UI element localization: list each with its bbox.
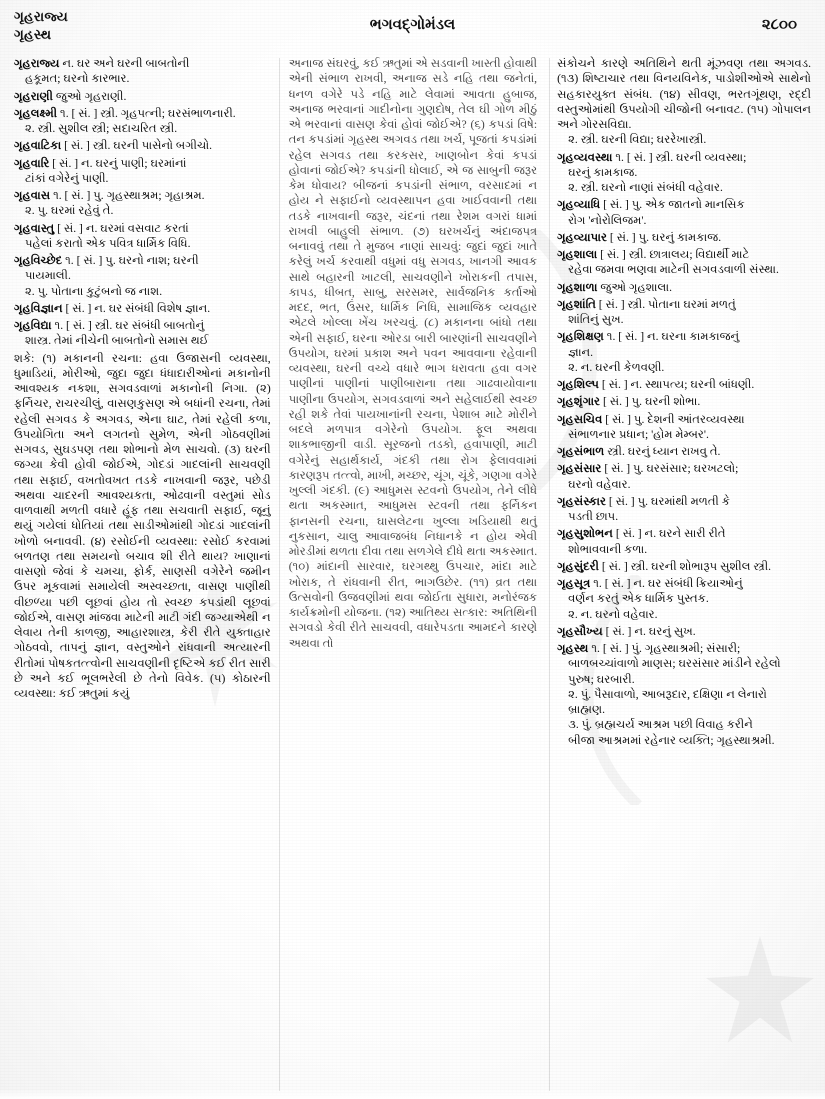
entry-headword: ગૃહસ્થ (557, 642, 592, 655)
entry-definition-text: [ સં. ] પુ. એક જાતનો માનસિક (603, 198, 745, 212)
entry-definition-text: ૧. [ સં. ] ન. ઘર સંબંધી ક્રિયાઓનું (593, 577, 743, 590)
entry-first-line (557, 641, 811, 656)
entry-definition-text: ૧. [ સં. ] પુ. ગૃહસ્થાશ્રમ; ગૃહાશ્રમ. (53, 189, 205, 202)
entry-headword: ગૃહવ્યાપાર (557, 230, 610, 244)
dictionary-entry (14, 106, 271, 137)
dictionary-entry (557, 624, 811, 639)
entry-first-line (557, 329, 811, 344)
dictionary-entry (557, 526, 811, 557)
entry-first-line (14, 253, 271, 268)
entry-definition-text: જુઓ ગૃહરાણી. (55, 89, 127, 103)
entry-headword: ગૃહસંસ્કાર (557, 494, 609, 508)
entry-headword: ગૃહવ્યવસ્થા (557, 150, 616, 164)
entry-definition-text: [ સં. ] સ્ત્રી. ઘરની શોભારૂપ સુશીલ સ્ત્રી. (601, 559, 772, 573)
entry-continuation-line: બ્રાહ્મણ. (568, 703, 606, 716)
entry-definition-text: ૧. [ સં. ] ન. ઘરના કામકાજનું (606, 330, 740, 344)
entry-definition-text: [ સં. ] ન. ઘર સંબંધી વિશેષ જ્ઞાન. (65, 301, 211, 315)
column-container (0, 56, 825, 1093)
entry-definition-text: [ સં. ] સ્ત્રી. છાત્રાલય; વિદ્યાર્થી માટે (600, 248, 750, 261)
dictionary-entry (557, 494, 811, 525)
entry-headword: ગૃહસુશોભન (557, 527, 616, 541)
entry-definition-text: ૧. [ સં. ] પુ. ઘરનો નાશ; ઘરની (65, 254, 199, 267)
dictionary-entry (557, 641, 811, 748)
entry-definition-text: ૧. [ સં. ] પું. ગૃહસ્થાશ્રમી; સંસારી; (591, 642, 741, 655)
entry-headword: ગૃહવિદ્યા (14, 319, 55, 332)
entry-continuation-line: ૨. સ્ત્રી. ઘરની વિદ્યા; ઘરરેખાસ્ત્રી. (568, 133, 707, 147)
dictionary-entry (557, 150, 811, 196)
entry-first-line (557, 377, 811, 392)
entry-definition-text: [ સં. ] ન. સ્થાપત્ય; ઘરની બાંધણી. (601, 378, 755, 391)
dictionary-entry (14, 188, 271, 219)
entry-definition-text: [ સં. ] પુ. ઘરમાંથી મળતી કે (608, 494, 730, 508)
entry-headword: ગૃહશિક્ષણ (557, 330, 607, 344)
dictionary-entry (14, 156, 271, 187)
book-title: ભગવદ્ગોમંડલ (369, 17, 456, 33)
entry-continuation-line: શોભાવવાની કળા. (568, 542, 648, 556)
entry-headword: ગૃહવાસ (14, 189, 54, 202)
dictionary-entry (557, 197, 811, 228)
entry-first-line (557, 444, 811, 459)
dictionary-entry (557, 230, 811, 245)
entry-definition-text: ૧. [ સં. ] સ્ત્રી. ગૃહપત્ની; ઘરસંભાળનારી. (60, 106, 236, 120)
entry-definition-text: [ સં. ] ન. ઘરનું પાણી; ઘરમાંનાં (52, 156, 187, 170)
entry-continuation-line: પહેલાં કરાતો એક પવિત્ર ધાર્મિક વિધિ. (25, 236, 191, 250)
entry-first-line (557, 297, 811, 312)
entry-headword: ગૃહશિલ્પ (557, 378, 602, 391)
entry-continuation-line: બાળબચ્ચાંવાળો માણસ; ઘરસંસાર માંડીને રહેલો (568, 657, 781, 671)
entry-first-line (557, 412, 811, 427)
entry-continuation-line: પડતી છાપ. (568, 510, 619, 523)
entry-first-line (557, 150, 811, 165)
entry-continuation-line: રહેવા જમવા ભણવા માટેની સગવડવાળી સંસ્થા. (568, 263, 779, 277)
entry-first-line (14, 89, 271, 104)
entry-definition-text: [ સં. ] ન. ઘરને સારી રીતે (615, 527, 726, 541)
entry-continuation-line: સંભાળનાર પ્રધાન; 'હોમ મેમ્બર'. (568, 427, 709, 441)
dictionary-entry (557, 461, 811, 492)
entry-continuation-line: ઘરનો વહેવાર. (568, 477, 631, 491)
entry-headword: ગૃહવ્યાધિ (557, 198, 604, 212)
entry-headword: ગૃહસૌખ્ય (557, 624, 606, 638)
dictionary-entry (557, 247, 811, 278)
dictionary-entry (557, 559, 811, 574)
dictionary-entry (14, 56, 271, 87)
dictionary-entry (557, 297, 811, 328)
entry-continuation-line: પાયમાલી. (25, 269, 71, 283)
dictionary-entry (557, 412, 811, 443)
entry-headword: ગૃહસુંદરી (557, 559, 602, 573)
entry-continuation-line: શાંતિનું સુખ. (568, 313, 624, 326)
entry-first-line (557, 576, 811, 591)
entry-first-line (14, 138, 271, 153)
entry-first-line (14, 301, 271, 316)
entry-first-line (557, 526, 811, 541)
entry-first-line (557, 197, 811, 212)
entry-headword: ગૃહશાળા (557, 280, 601, 294)
entry-headword: ગૃહશૃંગાર (557, 395, 603, 409)
column-center (279, 56, 545, 1093)
entry-headword: ગૃહસૂત્ર (557, 577, 594, 590)
entry-first-line (557, 247, 811, 262)
entry-continuation-line: ૨. સ્ત્રી. સુશીલ સ્ત્રી; સદાચરિત સ્ત્રી. (25, 122, 178, 135)
entry-continuation-line: ૨. ન. ઘરનો વહેવાર. (568, 607, 658, 621)
dictionary-entry (557, 329, 811, 375)
entry-continuation-line: રોગ 'નોરોલિજમ'. (568, 213, 647, 227)
dictionary-entry (14, 221, 271, 252)
guideword-first: ગૃહરાજ્ય (14, 9, 69, 24)
entry-continuation-line: હકૂમત; ઘરનો કારભાર. (25, 72, 130, 86)
dictionary-entry (557, 576, 811, 622)
center-article-text: અનાજ સંઘરવું, કઈ ઋતુમાં એ સડવાની ખાસ્તી હોવાથી એની સંભાળ રાખવી, અનાજ સડે નહિ તથા જનેતાં, ધનળ વગેરે પડે નહિ માટે લેવામાં આવતા હુબાજ, અનાજ ભરવાનાં ગાદીનોના ગુણદોષ, તેલ ઘી ગોળ મીઠું એ ભરવાનાં વાસણ કેવાં હોવાં જોઈએ? (૬) કપડાં વિષે: તન કપડાંમાં ગૃહસ્થ અગવડ તથા ખર્ચ, પૂજતાં કપડાંમાં રહેલ સગવડ તથા કરકસર, ખાણબોન કેવાં કપડાં હોવાનાં જોઈએ? કપડાંની ધોલાઈ, એ જ સાબુની જરૂર કેમ ધોવાય? બીજનાં કપડાંની સંભાળ, વરસાદમાં ન હોય ને સફાઈનો વ્યવસ્થાપન હવા ખાઈવવાની તથા તડકે નાખવાની જરૂર, ચંદનાં તથા રેશમ વગરાં ધામાં રાખવી બાહુલી સંભાળ. (૭) ઘરખર્ચનું અંદાજપત્ર બનાવવું તથા તે મુજબ નાણાં સાચવું: જુદાં જુદાં ખાતે કરેલું ખર્ચ કરવાથી વધુમાં વધુ સગવડ, ખાનગી આવક સાથે બહારની ખાટલી, સાચવણીને ખોરાકની તપાસ, કાપડ, ધીબત, સાબુ, સરસમર, સાર્વજનિક કર્તાઓ મદદ, ભત, ઉંસર, ધાર્મિક નિધિ, સામાજિક વ્યવહાર એટલે ખોલ્લા ખેંચ ખરચવું. (૮) મકાનના બાંધો તથા એની સફાઈ, ઘરના ઓરડા બારી બારણાંની સાચવણીને ઉપયોગ, ઘરમાં પ્રકાશ અને પવન આવવાના રહેવાની વ્યવસ્થા, ઘરની વચ્ચે વધારે ભાગ ધરાવતા હવા વગર પાણીનાં પાણીનાં પાણીબારાના તથા ગાઢવાયોવાના પાણીના ઉપયોગ, સગવડવાળાં અને સહેલાઈથી સ્વચ્છ રહી શકે તેવાં પાયખાનાંની રચના, પેશાબ માટે મોરીને બદલે મળપાત્ર વગેરેનો ઉપયોગ. ફૂલ અથવા શાકભાજીની વાડી. સૂરજનો તડકો, હવાપાણી, માટી વગેરેનું સહાર્થકાર્ય, ગંદકી તથા રોગ ફેલાવવામાં કારણરૂપ તત્ત્વો, માખી, મચ્છર, ચૂંગ, ચૂંકે, ગણગા વગેરે ખુલ્લી ગંદકી. (૯) આધુમસ સ્ટવનો ઉપયોગ, તેને લીધે થતા અકસ્માત, આધુમસ સ્ટવની તથા ફર્નિકન ફાનસની રચના, ઘાસલેટના ખુલ્લા ખડિયાથી થતું નુકસાન, ચાલુ આવાજબંધ નિધાનકે ન હોય એવી મોરડીમાં થળતા દીવા તથા સળગેલે દીધે થતા અકસ્માત. (૧૦) માંદાની સારવાર, ઘરગથ્થુ ઉપચાર, માંદા માટે ખોરાક, તે રાંધવાની રીત, ભાગઉછેર. (૧૧) વ્રત તથા ઉત્સવોની ઉજવણીમાં થવા જોઈતા સુધારા, મનોરંજક કાર્યક્રમોની યોજના. (૧૨) આતિથ્ય સત્કાર: અતિથિની સગવડો કેવી રીતે સાચવવી, વધારેપડતા આમદને કારણે અથવા તો (288, 57, 538, 650)
entry-continuation-line: જ્ઞાન. (568, 345, 594, 359)
entry-continuation-line: ૨. પુ. ઘરમાં રહેવું તે. (25, 204, 114, 218)
entry-first-line (14, 56, 271, 71)
dictionary-entry (14, 89, 271, 104)
page-header (10, 8, 815, 54)
entry-headword: ગૃહવિચ્છેદ (14, 254, 66, 267)
entry-continuation-line: ૩. પું. બ્રહ્મચર્ય આશ્રમ પછી વિવાહ કરીને (568, 718, 753, 732)
column-left (0, 56, 279, 1093)
entry-first-line (557, 494, 811, 509)
right-entry-list (557, 132, 811, 748)
entry-definition-text: [ સં. ] ન. ઘરમાં વસવાટ કરતાં (57, 221, 189, 235)
entry-headword: ગૃહસચિવ (557, 412, 606, 426)
dictionary-entry (14, 253, 271, 299)
dictionary-entry (14, 138, 271, 153)
dictionary-entry (557, 444, 811, 459)
entry-continuation-line: ૨. પું. પૈસાવાળો, આબરૂદાર, દક્ષિણા ન લેનારો (568, 687, 767, 701)
entry-continuation-line: ૨. ન. ઘરની કેળવણી. (568, 360, 665, 374)
entry-continuation-line: ટાંકાં વગેરેનું પાણી. (25, 171, 109, 185)
entry-definition-text: [ સં. ] સ્ત્રી. ઘરની પાસેનો બગીચો. (64, 139, 213, 153)
left-article-text: શકે: (૧) મકાનની રચના: હવા ઉજાસની વ્યવસ્થા, ધુમાડિયાં, મોરીઓ, જુદા જુદા ધંધાદારીઓનાં મકાનોની આવશ્યક નકશા, સગવડવાળાં મકાનોની નિગા. (૨) ફર્નિચર, રાચરચીલું, વાસણકુસણ એ બધાંની રચના, તેમાં રહેલી સગવડ કે અગવડ, એના ઘાટ, તેમાં રહેલી કળા, ઉપયોગિતા અને લગતનો સુમેળ, એની ગોઠવણીમાં સગવડ, સુઘડપણ તથા શોભાનો મેળ સાચવો. (૩) ઘરની જગ્યા કેવી હોવી જોઈએ, ગોદડાં ગાદલાંની સાચવણી તથા સફાઈ, વખતોવખત તડકે નાખવાની જરૂર, પછેડી અથવા ચાદરની આવશ્યકતા, ઓઢવાની વસ્તુમાં સોડ વાળવાથી મળતી વધારે હૂંફ તથા સચવાતી સફાઈ, જૂનું થયું ગયેલાં ધોતિયાં તથા સાડીઓમાંથી ગોદડાં ગાદલાંની ખોળો બનાવવી. (૪) રસોઈની વ્યવસ્થા: રસોઈ કરવામાં બળતણ તથા સમયનો બચાવ શી રીતે થાય? ખાણાનાં વાસણો જેવાં કે ચમચા, ફોર્ક, સાણસી વગેરેને જમીન ઉપર મૂકવામાં સમાયેલી અસ્વચ્છતા, વાસણ પાણીથી વીછળ્યા પછી લૂછવાં હોય તો સ્વચ્છ કપડાંથી લૂછવાં જોઈએ, વાસણ માંજવા માટેની માટી ગંદી જગ્યાએથી ન લેવાય તેની કાળજી, આહારશાસ્ત્ર, કેરી રીતે યુક્તાહાર ગોઠવવો, તાપનું જ્ઞાન, વસ્તુઓને રાંધવાની અત્યારની રીતોમાં પોષકતત્ત્વોની સાચવણીની દૃષ્ટિએ કઈ રીત સારી છે અને કઈ ભૂલભરેલી છે તેનો વિવેક. (૫) કોઠારની વ્યવસ્થા: કઈ ઋતુમાં કયું (14, 351, 271, 700)
page-number: ૨૮૦૦ (761, 17, 797, 33)
entry-first-line (557, 230, 811, 245)
entry-continuation-line: ૨. પુ. પોતાના કુટુંબનો જ નાશ. (25, 284, 163, 298)
dictionary-entry (557, 377, 811, 392)
entry-headword: ગૃહશાંતિ (557, 297, 599, 311)
entry-definition-text: [ સં. ] પુ. ઘરસંસાર; ઘરખટલો; (604, 462, 739, 476)
dictionary-entry (557, 132, 811, 147)
entry-definition-text: [ સં. ] પુ. ઘરની શોભા. (602, 395, 701, 409)
column-right (545, 56, 825, 1093)
entry-definition-text: [ સં. ] પુ. દેશની આંતરવ્યવસ્થા (605, 412, 745, 426)
entry-headword: ગૃહવાસ્તુ (14, 221, 58, 235)
entry-definition-text: ન. ઘર અને ઘરની બાબતોની (62, 57, 190, 70)
entry-headword: ગૃહસંભાળ (557, 445, 608, 458)
entry-continuation-line: ૨. સ્ત્રી. ઘરનો નાણાં સંબંધી વહેવાર. (568, 181, 723, 194)
entry-headword: ગૃહલક્ષ્મી (14, 106, 61, 120)
entry-first-line (14, 188, 271, 203)
entry-continuation-line: બીજા આશ્રમમાં રહેનાર વ્યક્તિ; ગૃહસ્થાશ્રમી. (568, 733, 775, 747)
entry-definition-text: જુઓ ગૃહશાલા. (600, 280, 672, 294)
entry-first-line (557, 461, 811, 476)
entry-definition-text: [ સં. ] ન. ઘરનું સુખ. (605, 624, 696, 638)
entry-first-line (557, 394, 811, 409)
entry-first-line (14, 106, 271, 121)
entry-first-line (14, 318, 271, 333)
entry-headword: ગૃહવાટિકા (14, 139, 65, 153)
entry-definition-text: [ સં. ] સ્ત્રી. પોતાના ઘરમાં મળતું (598, 297, 736, 311)
dictionary-entry (14, 318, 271, 349)
entry-headword: ગૃહરાણી (14, 89, 56, 103)
guideword-last: ગૃહસ્થ (14, 27, 52, 43)
right-article-tail-text: સંકોચને કારણે અતિથિને થતી મૂંઝવણ તથા અગવડ. (૧૩) શિષ્ટાચાર તથા વિનયવિનેક, પાડોશીઓએ સાથેનો સહકારયુક્ત સંબંધ. (૧૪) સીવણ, ભરતગૂંથણ, રદ્દી વસ્તુઓમાંથી ઉપયોગી ચીજોની બનાવટ. (૧૫) ગોપાલન અને ગોરસવિદ્યા. (557, 57, 812, 131)
entry-first-line (14, 156, 271, 171)
dictionary-entry (557, 280, 811, 295)
entry-definition-text: ૧. [ સં. ] સ્ત્રી. ઘરની વ્યવસ્થા; (615, 150, 747, 164)
entry-continuation-line: શાસ્ત્ર. તેમાં નીચેની બાબતોનો સમાસ થઈ (25, 334, 209, 348)
entry-first-line (557, 559, 811, 574)
entry-first-line (557, 624, 811, 639)
dictionary-entry (14, 301, 271, 316)
entry-headword: ગૃહરાજ્ય (14, 57, 63, 70)
entry-continuation-line: ઘરનું કામકાજ. (568, 165, 638, 179)
entry-continuation-line: વર્ણન કરતું એક ધાર્મિક પુસ્તક. (568, 592, 709, 606)
entry-first-line (557, 280, 811, 295)
entry-continuation-line: પુરુષ; ઘરબારી. (568, 672, 635, 686)
entry-definition-text: સ્ત્રી. ઘરનું ધ્યાન રાખવુ તે. (607, 445, 721, 458)
entry-definition-text: ૧. [ સં. ] સ્ત્રી. ઘર સંબંધી બાબતોનું (54, 319, 205, 332)
entry-headword: ગૃહવારિ (14, 156, 53, 170)
entry-headword: ગૃહસંસાર (557, 462, 605, 476)
dictionary-entry (557, 394, 811, 409)
entry-definition-text: [ સં. ] પુ. ઘરનું કામકાજ. (609, 230, 722, 244)
left-entry-list (14, 56, 271, 349)
entry-first-line (14, 221, 271, 236)
entry-headword: ગૃહશાલા (557, 248, 601, 261)
entry-headword: ગૃહવિજ્ઞાન (14, 301, 66, 315)
